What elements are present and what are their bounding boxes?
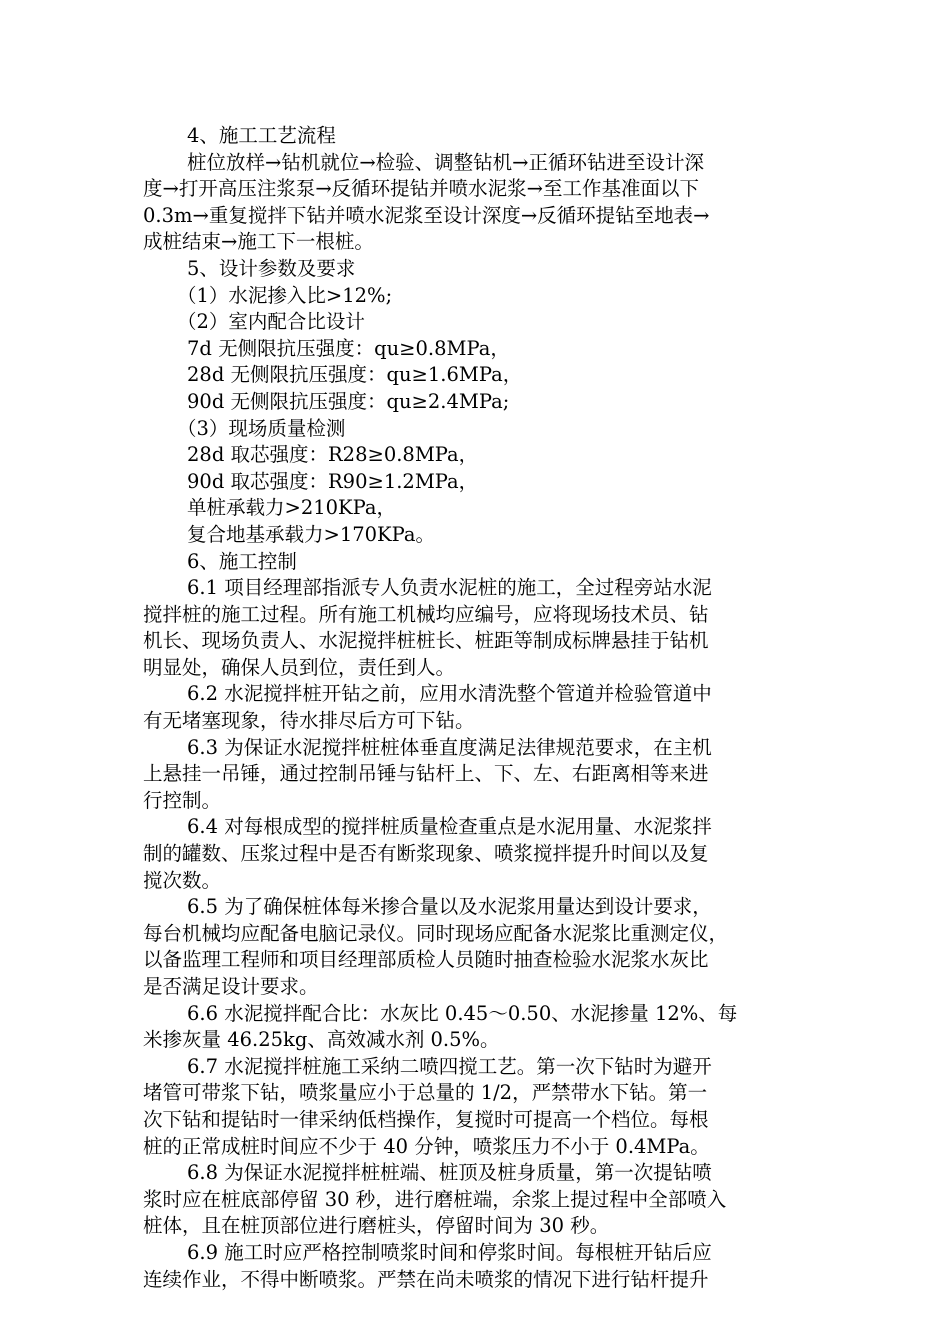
text-line: 桩的正常成桩时间应不少于 40 分钟，喷浆压力不小于 0.4MPa。 [143,1134,710,1158]
item-lab-mix-design: （2）室内配合比设计 [177,310,365,334]
text-line: 机长、现场负责人、水泥搅拌桩桩长、桩距等制成标牌悬挂于钻机 [143,629,709,653]
heading-section-5: 5、设计参数及要求 [187,256,356,280]
heading-section-4: 4、施工工艺流程 [187,124,336,147]
text-line: 是否满足设计要求。 [143,975,319,998]
text-line: 行控制。 [143,788,222,812]
spec-90d-strength: 90d 无侧限抗压强度：qu≥2.4MPa; [187,389,510,413]
text-line: 6.9 施工时应严格控制喷浆时间和停浆时间。每根桩开钻后应 [187,1240,712,1264]
paragraph-6-1 [143,575,803,681]
item-cement-ratio: （1）水泥掺入比>12%; [177,283,393,307]
item-field-inspection: （3）现场质量检测 [177,416,346,440]
document-body [143,123,803,1293]
text-line: 6.7 水泥搅拌桩施工采纳二喷四搅工艺。第一次下钻时为避开 [187,1054,712,1078]
text-line: 0.3m→重复搅拌下钻并喷水泥浆至设计深度→反循环提钻至地表→ [143,203,710,227]
text-line: 堵管可带浆下钻，喷浆量应小于总量的 1/2，严禁带水下钻。第一 [143,1081,708,1105]
text-line: 6.2 水泥搅拌桩开钻之前，应用水清洗整个管道并检验管道中 [187,682,712,706]
text-line: 有无堵塞现象，待水排尽后方可下钻。 [143,709,475,733]
spec-28d-strength: 28d 无侧限抗压强度：qu≥1.6MPa， [187,363,523,387]
paragraph-6-5 [143,894,803,1000]
paragraph-6-9 [143,1240,803,1293]
text-line: 次下钻和提钻时一律采纳低档操作，复搅时可提高一个档位。每根 [143,1107,709,1131]
text-line: 度→打开高压注浆泵→反循环提钻并喷水泥浆→至工作基准面以下 [143,177,700,201]
text-line: 搅拌桩的施工过程。所有施工机械均应编号，应将现场技术员、钻 [143,602,709,626]
text-line: 制的罐数、压浆过程中是否有断浆现象、喷浆搅拌提升时间以及复 [143,842,709,866]
text-line: 桩体，且在桩顶部位进行磨桩头，停留时间为 30 秒。 [143,1214,610,1238]
paragraph-6-2 [143,681,803,734]
spec-single-pile: 单桩承载力>210KPa， [187,496,396,520]
text-line: 上悬挂一吊锤，通过控制吊锤与钻杆上、下、左、右距离相等来进 [143,762,709,786]
paragraph-6-6 [143,1001,803,1054]
text-line: 连续作业，不得中断喷浆。严禁在尚未喷浆的情况下进行钻杆提升 [143,1267,709,1291]
text-line: 搅次数。 [143,868,222,892]
paragraph-6-4 [143,814,803,894]
text-line: 6.8 为保证水泥搅拌桩桩端、桩顶及桩身质量，第一次提钻喷 [187,1161,712,1185]
paragraph-6-8 [143,1160,803,1240]
text-line: 6.5 为了确保桩体每米掺合量以及水泥浆用量达到设计要求， [187,895,712,919]
text-line: 桩位放样→钻机就位→检验、调整钻机→正循环钻进至设计深 [187,150,705,174]
spec-composite-foundation: 复合地基承载力>170KPa。 [187,522,435,546]
paragraph-6-3 [143,735,803,815]
text-line: 6.3 为保证水泥搅拌桩桩体垂直度满足法律规范要求，在主机 [187,735,712,759]
text-line: 成桩结束→施工下一根桩。 [143,230,374,254]
paragraph-process-flow [143,150,803,256]
spec-90d-core: 90d 取芯强度：R90≥1.2MPa， [187,469,479,493]
text-line: 以备监理工程师和项目经理部质检人员随时抽查检验水泥浆水灰比 [143,948,709,972]
spec-28d-core: 28d 取芯强度：R28≥0.8MPa， [187,443,479,467]
text-line: 米掺灰量 46.25kg、高效减水剂 0.5%。 [143,1028,500,1052]
text-line: 明显处，确保人员到位，责任到人。 [143,655,456,679]
text-line: 浆时应在桩底部停留 30 秒，进行磨桩端，余浆上提过程中全部喷入 [143,1187,727,1211]
text-line: 6.1 项目经理部指派专人负责水泥桩的施工，全过程旁站水泥 [187,576,712,600]
text-line: 每台机械均应配备电脑记录仪。同时现场应配备水泥浆比重测定仪， [143,921,729,945]
paragraph-6-7 [143,1054,803,1160]
text-line: 6.4 对每根成型的搅拌桩质量检查重点是水泥用量、水泥浆拌 [187,815,712,839]
spec-7d-strength: 7d 无侧限抗压强度：qu≥0.8MPa， [187,336,510,360]
text-line: 6.6 水泥搅拌配合比：水灰比 0.45～0.50、水泥掺量 12%、每 [187,1001,738,1025]
heading-section-6: 6、施工控制 [187,549,297,573]
